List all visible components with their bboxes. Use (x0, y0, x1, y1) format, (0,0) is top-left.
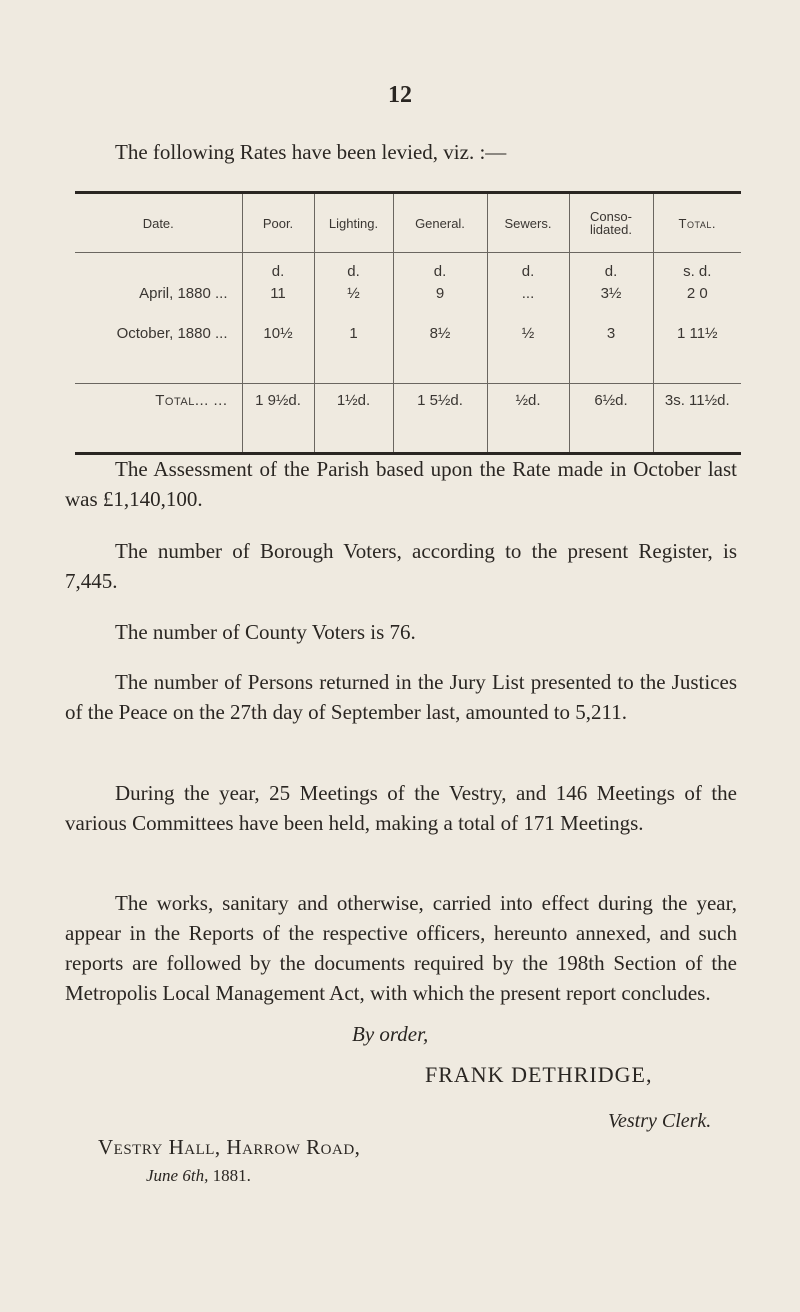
value-cell: 2 0 (686, 285, 708, 302)
value-cell: ½ (347, 285, 360, 302)
table-header-row (75, 193, 741, 253)
total-value: 1 9½d. (242, 384, 314, 454)
poor-cell (242, 253, 314, 384)
date-day: June 6th, (146, 1166, 209, 1185)
value-cell: 1 (349, 325, 358, 342)
consolidated-cell (569, 253, 653, 384)
value-cell: ½ (521, 325, 535, 342)
value-cell: ... (521, 285, 535, 302)
header-consolidated: Conso- lidated. (569, 193, 653, 253)
value-cell: 9 (435, 285, 445, 302)
row-april-date: April, 1880 ... (139, 285, 228, 302)
value-cell: 1 11½ (676, 325, 718, 342)
total-label: Total... ... (75, 384, 242, 454)
intro-text: The following Rates have been levied, viz. :— (115, 140, 507, 164)
by-order: By order, (352, 1022, 429, 1046)
paragraph-jury-list: The number of Persons returned in the Jury List presented to the Justices of the Peace on the 27th day of September last, amounted to 5,211. (65, 670, 737, 724)
paragraph-assessment: The Assessment of the Parish based upon the Rate made in October last was £1,140,100. (65, 457, 737, 511)
unit-label: d. (521, 263, 535, 280)
unit-label (79, 261, 228, 283)
table-row (75, 253, 741, 384)
paragraph-county-voters: The number of County Voters is 76. (115, 620, 416, 644)
table-total-row (75, 384, 741, 454)
unit-label: d. (271, 263, 285, 280)
unit-label: d. (433, 263, 447, 280)
paragraph-meetings: During the year, 25 Meetings of the Vestry, and 146 Meetings of the various Committees have been held, making a total of 171 Meetings. (65, 781, 737, 835)
value-cell: 3½ (600, 285, 622, 302)
header-sewers: Sewers. (487, 193, 569, 253)
unit-label: d. (347, 263, 360, 280)
total-value: 1 5½d. (393, 384, 487, 454)
header-date: Date. (75, 193, 242, 253)
header-poor: Poor. (242, 193, 314, 253)
total-value: ½d. (487, 384, 569, 454)
total-cell (653, 253, 741, 384)
signature: FRANK DETHRIDGE, (425, 1062, 653, 1087)
header-general: General. (393, 193, 487, 253)
value-cell: 8½ (429, 325, 451, 342)
address: Vestry Hall, Harrow Road, (98, 1135, 361, 1159)
header-total: Total. (653, 193, 741, 253)
value-cell: 11 (270, 285, 286, 302)
page-number: 12 (388, 82, 412, 108)
total-value: 1½d. (314, 384, 393, 454)
value-cell: 10½ (263, 325, 293, 342)
value-cell: 3 (606, 325, 616, 342)
paragraph-borough-voters: The number of Borough Voters, according to the present Register, is 7,445. (65, 539, 737, 593)
unit-label: d. (604, 263, 618, 280)
total-value: 3s. 11½d. (653, 384, 741, 454)
paragraph-works: The works, sanitary and otherwise, carried into effect during the year, appear in the Reports of the respective officers, hereunto annexed, and such reports are followed by the documents required by the 198th Section of the Metropolis Local Management Act, with which the present report concludes. (65, 891, 737, 1005)
header-lighting: Lighting. (314, 193, 393, 253)
general-cell (393, 253, 487, 384)
date-line (146, 1166, 251, 1186)
total-value: 6½d. (569, 384, 653, 454)
lighting-cell (314, 253, 393, 384)
date-year: 1881. (212, 1166, 251, 1185)
unit-label: s. d. (683, 263, 712, 280)
rates-table (75, 191, 741, 455)
sewers-cell (487, 253, 569, 384)
date-cell (75, 253, 242, 384)
row-october-date: October, 1880 ... (116, 325, 228, 342)
signatory-role: Vestry Clerk. (608, 1110, 712, 1132)
